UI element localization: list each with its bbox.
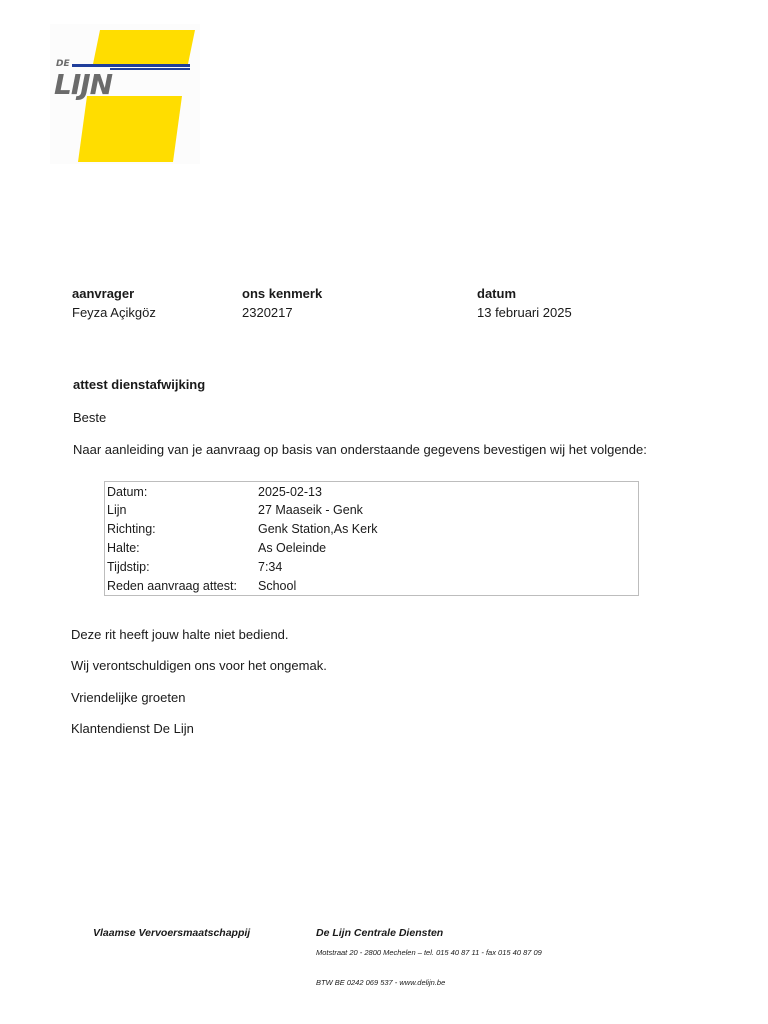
row-value: 7:34 bbox=[258, 560, 283, 574]
requester-label: aanvrager bbox=[72, 286, 135, 301]
row-key: Tijdstip: bbox=[107, 560, 150, 574]
row-value: As Oeleinde bbox=[258, 541, 327, 555]
footer-org: Vlaamse Vervoersmaatschappij bbox=[93, 927, 251, 939]
logo-text-small: DE bbox=[56, 59, 70, 69]
reference-value: 2320217 bbox=[242, 305, 293, 320]
closing: Vriendelijke groeten bbox=[71, 690, 186, 705]
table-row bbox=[105, 520, 638, 539]
table-row bbox=[105, 539, 638, 558]
reference-label: ons kenmerk bbox=[242, 286, 323, 301]
footer-dept: De Lijn Centrale Diensten bbox=[316, 927, 444, 939]
row-value: 2025-02-13 bbox=[258, 485, 322, 499]
row-value: School bbox=[258, 579, 297, 593]
details-table bbox=[104, 481, 639, 596]
row-key: Reden aanvraag attest: bbox=[107, 579, 237, 593]
row-key: Halte: bbox=[107, 541, 140, 555]
date-value: 13 februari 2025 bbox=[477, 305, 572, 320]
table-row bbox=[105, 558, 638, 577]
salutation: Beste bbox=[73, 410, 107, 425]
signature: Klantendienst De Lijn bbox=[71, 721, 194, 736]
row-key: Lijn bbox=[107, 503, 127, 517]
body-line-2: Wij verontschuldigen ons voor het ongemak. bbox=[71, 658, 327, 673]
de-lijn-logo bbox=[50, 24, 200, 164]
footer-address: Motstraat 20 - 2800 Mechelen – tel. 015 40 87 11 - fax 015 40 87 09 bbox=[316, 948, 542, 957]
row-value: 27 Maaseik - Genk bbox=[258, 503, 363, 517]
date-label: datum bbox=[477, 286, 516, 301]
table-row bbox=[105, 483, 638, 502]
logo-text-big: LIJN bbox=[54, 68, 113, 101]
table-row bbox=[105, 577, 638, 596]
requester-value: Feyza Açikgöz bbox=[72, 305, 156, 320]
table-row bbox=[105, 501, 638, 520]
body-line-1: Deze rit heeft jouw halte niet bediend. bbox=[71, 627, 289, 642]
intro-text: Naar aanleiding van je aanvraag op basis van onderstaande gegevens bevestigen wij het volgende: bbox=[73, 442, 647, 457]
row-key: Datum: bbox=[107, 485, 148, 499]
footer-vat: BTW BE 0242 069 537 - www.delijn.be bbox=[316, 978, 446, 987]
row-value: Genk Station,As Kerk bbox=[258, 522, 378, 536]
subject-title: attest dienstafwijking bbox=[73, 377, 206, 392]
row-key: Richting: bbox=[107, 522, 156, 536]
